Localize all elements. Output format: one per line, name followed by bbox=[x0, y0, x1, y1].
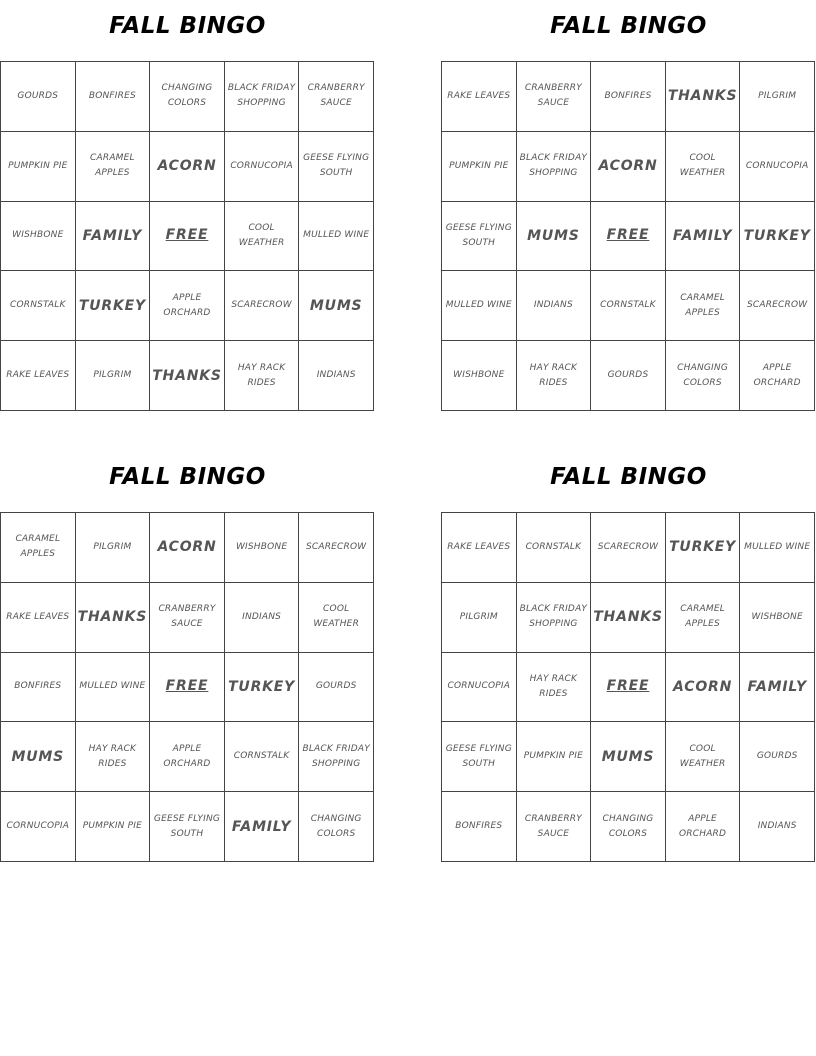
bingo-cell bbox=[666, 513, 741, 583]
bingo-cell bbox=[591, 513, 666, 583]
bingo-cell-label: BONFIRES bbox=[604, 90, 652, 101]
bingo-cell bbox=[299, 583, 374, 653]
bingo-cell-label: COOL WEATHER bbox=[679, 743, 726, 769]
bingo-cell-label: RAKE LEAVES bbox=[6, 370, 70, 381]
bingo-cell-label: HAY RACK RIDES bbox=[529, 362, 578, 388]
bingo-cell bbox=[1, 341, 76, 411]
bingo-cell-label: PILGRIM bbox=[459, 611, 498, 622]
bingo-cell-label: ACORN bbox=[157, 539, 217, 556]
bingo-cell bbox=[299, 513, 374, 583]
free-space-label: FREE bbox=[606, 678, 650, 695]
bingo-cell-label: COOL WEATHER bbox=[313, 604, 360, 630]
bingo-cell bbox=[666, 132, 741, 202]
bingo-cell-label: WISHBONE bbox=[751, 611, 803, 622]
bingo-cell-label: WISHBONE bbox=[453, 370, 505, 381]
bingo-cell bbox=[591, 653, 666, 723]
free-space-label: FREE bbox=[606, 227, 650, 244]
bingo-cell bbox=[591, 341, 666, 411]
bingo-cell-label: RAKE LEAVES bbox=[447, 90, 511, 101]
bingo-cell bbox=[76, 653, 151, 723]
bingo-cell bbox=[591, 722, 666, 792]
bingo-cell-label: THANKS bbox=[667, 88, 738, 105]
bingo-grid bbox=[441, 512, 815, 862]
bingo-cell bbox=[740, 341, 815, 411]
bingo-cell bbox=[299, 653, 374, 723]
bingo-cell-label: MUMS bbox=[601, 748, 655, 765]
bingo-cell-label: CHANGING COLORS bbox=[677, 362, 729, 388]
bingo-cell bbox=[442, 341, 517, 411]
bingo-cell bbox=[442, 271, 517, 341]
bingo-cell-label: BLACK FRIDAY SHOPPING bbox=[302, 743, 370, 769]
bingo-cell bbox=[150, 653, 225, 723]
bingo-cell bbox=[150, 341, 225, 411]
bingo-cell bbox=[517, 513, 592, 583]
bingo-cell bbox=[442, 722, 517, 792]
bingo-cell-label: INDIANS bbox=[533, 300, 573, 311]
bingo-cell bbox=[740, 653, 815, 723]
bingo-cell bbox=[225, 271, 300, 341]
bingo-cell-label: CRANBERRY SAUCE bbox=[307, 83, 365, 109]
bingo-cell-label: FAMILY bbox=[231, 818, 292, 835]
bingo-cell bbox=[442, 792, 517, 862]
bingo-cell-label: SCARECROW bbox=[231, 300, 292, 311]
bingo-cell bbox=[150, 62, 225, 132]
bingo-cell bbox=[442, 62, 517, 132]
bingo-cell-label: COOL WEATHER bbox=[238, 222, 285, 248]
bingo-cell bbox=[299, 722, 374, 792]
bingo-cell bbox=[517, 722, 592, 792]
bingo-cell bbox=[740, 62, 815, 132]
bingo-cell-label: TURKEY bbox=[228, 678, 296, 695]
bingo-cell bbox=[517, 271, 592, 341]
bingo-cell-label: HAY RACK RIDES bbox=[237, 362, 286, 388]
bingo-cell bbox=[225, 62, 300, 132]
bingo-cell-label: ACORN bbox=[673, 678, 733, 695]
bingo-cell bbox=[225, 132, 300, 202]
bingo-cell-label: FAMILY bbox=[672, 227, 733, 244]
bingo-cell bbox=[666, 271, 741, 341]
bingo-cell bbox=[740, 513, 815, 583]
bingo-cell bbox=[150, 513, 225, 583]
bingo-cell bbox=[76, 62, 151, 132]
bingo-cell-label: GEESE FLYING SOUTH bbox=[445, 743, 512, 769]
bingo-cell bbox=[517, 202, 592, 272]
bingo-cell-label: MULLED WINE bbox=[744, 541, 811, 552]
bingo-cell-label: THANKS bbox=[593, 609, 663, 626]
bingo-cell-label: PILGRIM bbox=[758, 90, 797, 101]
bingo-cell bbox=[591, 202, 666, 272]
bingo-cell-label: CHANGING COLORS bbox=[161, 83, 213, 109]
bingo-cell-label: SCARECROW bbox=[305, 541, 367, 552]
bingo-cell-label: CHANGING COLORS bbox=[602, 813, 654, 839]
bingo-cell bbox=[76, 722, 151, 792]
bingo-cell bbox=[299, 792, 374, 862]
bingo-cell-label: GOURDS bbox=[17, 90, 59, 101]
bingo-cell bbox=[299, 202, 374, 272]
bingo-cell-label: TURKEY bbox=[669, 539, 737, 556]
bingo-cell bbox=[517, 62, 592, 132]
bingo-cell bbox=[299, 132, 374, 202]
bingo-cell-label: HAY RACK RIDES bbox=[88, 743, 137, 769]
bingo-cell bbox=[225, 513, 300, 583]
bingo-cell bbox=[740, 792, 815, 862]
bingo-cell-label: MUMS bbox=[527, 227, 580, 244]
bingo-cell-label: CRANBERRY SAUCE bbox=[524, 813, 582, 839]
bingo-cell-label: FAMILY bbox=[82, 227, 143, 244]
bingo-cell bbox=[76, 341, 151, 411]
bingo-cell bbox=[1, 722, 76, 792]
bingo-cell-label: RAKE LEAVES bbox=[6, 611, 70, 622]
bingo-cell-label: CHANGING COLORS bbox=[310, 813, 362, 839]
bingo-cell bbox=[76, 792, 151, 862]
bingo-cell-label: MULLED WINE bbox=[303, 230, 370, 241]
bingo-cell bbox=[517, 792, 592, 862]
bingo-cell-label: THANKS bbox=[152, 367, 222, 384]
bingo-cell bbox=[150, 792, 225, 862]
bingo-cell bbox=[225, 792, 300, 862]
card-title: FALL BINGO bbox=[550, 13, 707, 39]
bingo-cell-label: PUMPKIN PIE bbox=[8, 160, 68, 171]
bingo-cell-label: INDIANS bbox=[316, 370, 356, 381]
bingo-cell bbox=[225, 653, 300, 723]
bingo-cell-label: SCARECROW bbox=[746, 300, 808, 311]
bingo-cell bbox=[225, 202, 300, 272]
bingo-cell-label: GEESE FLYING SOUTH bbox=[153, 813, 221, 839]
bingo-cell bbox=[1, 583, 76, 653]
bingo-cell-label: BLACK FRIDAY SHOPPING bbox=[519, 153, 588, 179]
bingo-cell bbox=[150, 271, 225, 341]
bingo-grid bbox=[0, 61, 374, 411]
bingo-cell-label: APPLE ORCHARD bbox=[163, 292, 211, 318]
bingo-cell bbox=[299, 271, 374, 341]
bingo-cell-label: SCARECROW bbox=[597, 541, 659, 552]
bingo-cell bbox=[1, 792, 76, 862]
bingo-cell-label: APPLE ORCHARD bbox=[679, 813, 727, 839]
bingo-cell-label: BLACK FRIDAY SHOPPING bbox=[227, 83, 296, 109]
bingo-cell bbox=[740, 132, 815, 202]
bingo-cell-label: CARAMEL APPLES bbox=[15, 534, 61, 560]
bingo-cell bbox=[740, 202, 815, 272]
bingo-cell bbox=[666, 653, 741, 723]
bingo-cell-label: BONFIRES bbox=[14, 681, 62, 692]
bingo-cell-label: CORNSTALK bbox=[600, 300, 656, 311]
bingo-cell-label: MULLED WINE bbox=[79, 681, 146, 692]
bingo-cell-label: MUMS bbox=[309, 297, 363, 314]
bingo-cell-label: CARAMEL APPLES bbox=[680, 292, 725, 318]
bingo-cell-label: WISHBONE bbox=[12, 230, 64, 241]
bingo-cell bbox=[225, 583, 300, 653]
bingo-cell bbox=[442, 653, 517, 723]
bingo-cell bbox=[76, 132, 151, 202]
bingo-cell bbox=[591, 62, 666, 132]
bingo-cell-label: CORNUCOPIA bbox=[447, 681, 511, 692]
free-space-label: FREE bbox=[165, 227, 209, 244]
bingo-cell-label: CORNUCOPIA bbox=[230, 160, 293, 171]
bingo-cell-label: PUMPKIN PIE bbox=[449, 160, 509, 171]
bingo-cell-label: CORNSTALK bbox=[233, 751, 290, 762]
bingo-cell bbox=[591, 132, 666, 202]
bingo-cell-label: GEESE FLYING SOUTH bbox=[445, 222, 512, 248]
bingo-cell-label: ACORN bbox=[157, 158, 217, 175]
bingo-cell-label: CARAMEL APPLES bbox=[680, 604, 725, 630]
bingo-cell-label: WISHBONE bbox=[235, 541, 288, 552]
bingo-cell bbox=[442, 513, 517, 583]
bingo-cell-label: APPLE ORCHARD bbox=[753, 362, 801, 388]
bingo-cell bbox=[740, 271, 815, 341]
bingo-cell-label: CORNSTALK bbox=[9, 300, 66, 311]
bingo-cell bbox=[299, 341, 374, 411]
free-space-label: FREE bbox=[165, 678, 209, 695]
bingo-cell bbox=[1, 202, 76, 272]
bingo-cell bbox=[591, 271, 666, 341]
card-title: FALL BINGO bbox=[550, 464, 707, 490]
bingo-cell bbox=[76, 583, 151, 653]
bingo-cell bbox=[76, 271, 151, 341]
bingo-cell-label: HAY RACK RIDES bbox=[529, 673, 578, 699]
bingo-cell-label: COOL WEATHER bbox=[679, 153, 726, 179]
bingo-cell bbox=[591, 583, 666, 653]
bingo-cell bbox=[150, 722, 225, 792]
bingo-cell-label: GOURDS bbox=[607, 370, 649, 381]
bingo-cell-label: GOURDS bbox=[756, 751, 798, 762]
bingo-cell-label: BONFIRES bbox=[88, 90, 136, 101]
bingo-cell-label: CORNUCOPIA bbox=[745, 160, 809, 171]
bingo-cell-label: APPLE ORCHARD bbox=[163, 743, 211, 769]
bingo-cell-label: CORNSTALK bbox=[525, 541, 582, 552]
card-title: FALL BINGO bbox=[109, 464, 266, 490]
bingo-cell bbox=[442, 132, 517, 202]
bingo-grid bbox=[0, 512, 374, 862]
bingo-cell-label: PUMPKIN PIE bbox=[523, 751, 584, 762]
bingo-cell bbox=[666, 722, 741, 792]
bingo-cell-label: MUMS bbox=[11, 748, 65, 765]
bingo-cell bbox=[150, 583, 225, 653]
bingo-cell bbox=[517, 341, 592, 411]
bingo-cell-label: FAMILY bbox=[747, 678, 807, 695]
bingo-cell bbox=[666, 202, 741, 272]
bingo-cell-label: TURKEY bbox=[78, 297, 146, 314]
bingo-cell bbox=[1, 653, 76, 723]
bingo-cell-label: BONFIRES bbox=[455, 821, 503, 832]
bingo-cell-label: PUMPKIN PIE bbox=[82, 821, 143, 832]
bingo-cell bbox=[1, 513, 76, 583]
bingo-cell bbox=[517, 653, 592, 723]
bingo-cell-label: ACORN bbox=[598, 158, 658, 175]
bingo-cell-label: CRANBERRY SAUCE bbox=[524, 83, 582, 109]
bingo-cell-label: PILGRIM bbox=[93, 541, 132, 552]
bingo-cell bbox=[76, 513, 151, 583]
bingo-cell-label: MULLED WINE bbox=[445, 300, 512, 311]
bingo-cell-label: CRANBERRY SAUCE bbox=[158, 604, 216, 630]
bingo-cell bbox=[666, 792, 741, 862]
bingo-cell-label: THANKS bbox=[77, 609, 148, 626]
bingo-cell bbox=[1, 132, 76, 202]
bingo-cell-label: CARAMEL APPLES bbox=[90, 153, 135, 179]
bingo-cell bbox=[442, 583, 517, 653]
bingo-cell-label: INDIANS bbox=[757, 821, 797, 832]
bingo-cell bbox=[1, 271, 76, 341]
bingo-cell bbox=[666, 583, 741, 653]
bingo-cell bbox=[740, 722, 815, 792]
bingo-cell-label: CORNUCOPIA bbox=[6, 821, 70, 832]
bingo-cell-label: RAKE LEAVES bbox=[447, 541, 511, 552]
bingo-cell-label: TURKEY bbox=[743, 227, 811, 244]
bingo-cell bbox=[225, 722, 300, 792]
bingo-cell bbox=[299, 62, 374, 132]
bingo-cell bbox=[666, 62, 741, 132]
bingo-cell bbox=[517, 132, 592, 202]
bingo-cell-label: BLACK FRIDAY SHOPPING bbox=[519, 604, 588, 630]
bingo-cell bbox=[76, 202, 151, 272]
bingo-cell bbox=[666, 341, 741, 411]
bingo-cell-label: GEESE FLYING SOUTH bbox=[303, 153, 370, 179]
bingo-grid bbox=[441, 61, 815, 411]
bingo-cell bbox=[150, 132, 225, 202]
card-title: FALL BINGO bbox=[109, 13, 266, 39]
bingo-cell bbox=[150, 202, 225, 272]
bingo-cell bbox=[517, 583, 592, 653]
bingo-cell bbox=[225, 341, 300, 411]
bingo-cell bbox=[591, 792, 666, 862]
bingo-cell bbox=[442, 202, 517, 272]
bingo-cell-label: PILGRIM bbox=[93, 370, 132, 381]
bingo-cell bbox=[1, 62, 76, 132]
bingo-cell-label: INDIANS bbox=[242, 611, 282, 622]
bingo-cell-label: GOURDS bbox=[315, 681, 357, 692]
bingo-cell bbox=[740, 583, 815, 653]
